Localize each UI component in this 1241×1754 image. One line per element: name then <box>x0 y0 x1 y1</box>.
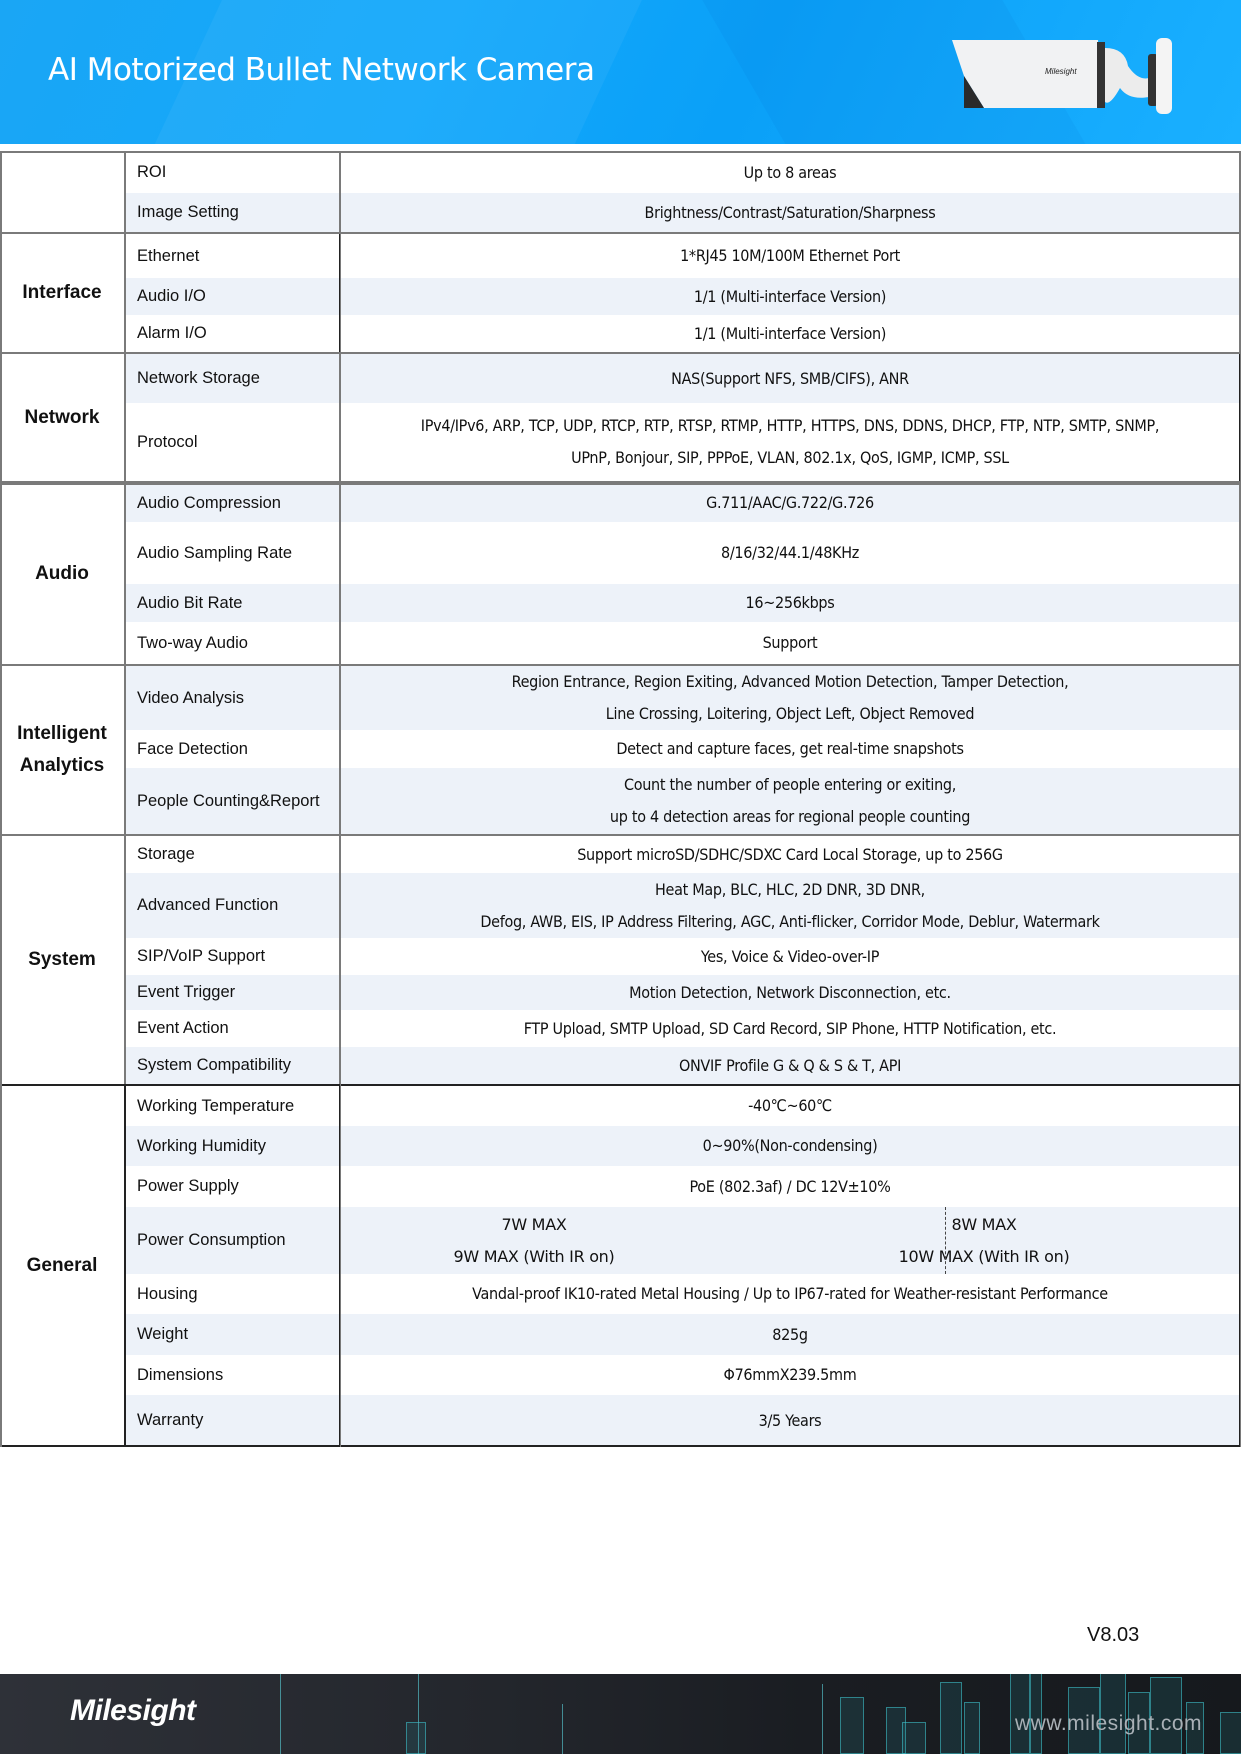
footer-decoration <box>964 1702 980 1754</box>
category-label: Interface <box>22 282 102 303</box>
milesight-logo: Milesight <box>70 1694 196 1727</box>
spec-row <box>124 836 1240 873</box>
spec-value-variant <box>728 1207 1240 1274</box>
spec-row <box>124 1047 1240 1084</box>
page-title: AI Motorized Bullet Network Camera <box>48 52 595 88</box>
spec-value <box>340 584 1240 622</box>
spec-value-line: 8W MAX <box>951 1214 1017 1234</box>
footer-decoration <box>406 1722 426 1754</box>
spec-label: Event Trigger <box>137 983 236 1001</box>
spec-value <box>340 152 1240 193</box>
spec-row <box>124 315 1240 352</box>
spec-value-line: Heat Map, BLC, HLC, 2D DNR, 3D DNR, <box>655 879 925 899</box>
table-column-divider <box>339 234 340 352</box>
footer-decoration <box>280 1674 281 1754</box>
spec-row <box>124 1126 1240 1166</box>
footer-decoration <box>562 1704 563 1754</box>
spec-label: Network Storage <box>137 369 260 387</box>
spec-label: Audio Sampling Rate <box>137 543 293 562</box>
spec-row <box>124 1274 1240 1314</box>
footer-decoration <box>940 1682 962 1754</box>
spec-row <box>124 666 1240 730</box>
footer-decoration <box>822 1684 823 1754</box>
spec-value <box>340 1086 1240 1126</box>
spec-value-variant <box>340 1207 728 1274</box>
table-column-divider <box>124 1084 126 1447</box>
spec-label: Video Analysis <box>137 688 245 707</box>
table-column-divider <box>1239 1084 1240 1447</box>
footer-decoration <box>1220 1712 1241 1754</box>
spec-value <box>340 234 1240 278</box>
spec-row <box>124 1314 1240 1355</box>
spec-row <box>124 193 1240 232</box>
spec-value-line: FTP Upload, SMTP Upload, SD Card Record, SIP Phone, HTTP Notification, etc. <box>523 1018 1057 1038</box>
table-divider <box>0 834 1241 836</box>
category-label: Audio <box>35 563 89 584</box>
spec-value <box>340 1166 1240 1207</box>
spec-label: Housing <box>137 1284 198 1303</box>
footer-decoration <box>902 1722 926 1754</box>
spec-value-line: PoE (802.3af) / DC 12V±10% <box>689 1176 891 1196</box>
spec-row <box>124 354 1240 403</box>
header-divider <box>0 144 1241 146</box>
spec-value-line: Up to 8 areas <box>743 162 837 182</box>
category-interface <box>0 234 124 352</box>
spec-value <box>340 1126 1240 1166</box>
spec-value-line: Vandal-proof IK10-rated Metal Housing / Up to IP67-rated for Weather-resistant Performance <box>472 1284 1108 1303</box>
spec-value-line: Line Crossing, Loitering, Object Left, Object Removed <box>605 704 975 723</box>
category-label: System <box>28 949 96 970</box>
spec-label: Ethernet <box>137 246 200 265</box>
spec-value-line: 1*RJ45 10M/100M Ethernet Port <box>680 246 900 265</box>
spec-value-line: Φ76mmX239.5mm <box>723 1365 857 1384</box>
spec-value-line: Support <box>762 633 818 652</box>
spec-label: Audio I/O <box>137 287 206 305</box>
category-system <box>0 836 124 1084</box>
spec-value <box>340 1355 1240 1395</box>
spec-label: SIP/VoIP Support <box>137 947 266 965</box>
spec-row <box>124 484 1240 522</box>
spec-value <box>340 484 1240 522</box>
spec-value-line: 7W MAX <box>501 1214 567 1234</box>
table-column-divider <box>124 151 126 1084</box>
spec-value-line: Detect and capture faces, get real-time snapshots <box>616 739 964 758</box>
spec-value-line: Defog, AWB, EIS, IP Address Filtering, AGC, Anti-flicker, Corridor Mode, Deblur, Watermark <box>480 911 1100 931</box>
variant-divider <box>945 1207 946 1274</box>
spec-row <box>124 1207 1240 1274</box>
spec-label: Storage <box>137 845 195 863</box>
spec-value-line: Yes, Voice & Video-over-IP <box>700 946 880 966</box>
spec-label: Advanced Function <box>137 896 279 914</box>
category-label: General <box>26 1255 98 1276</box>
spec-label: Power Supply <box>137 1177 239 1195</box>
spec-value <box>340 1395 1240 1446</box>
spec-label: Warranty <box>137 1411 204 1429</box>
spec-label: Protocol <box>137 432 198 451</box>
spec-row <box>124 730 1240 768</box>
category-label: Network <box>24 406 100 428</box>
spec-value-line: IPv4/IPv6, ARP, TCP, UDP, RTCP, RTP, RTSP, RTMP, HTTP, HTTPS, DNS, DDNS, DHCP, FTP, NTP, SMTP, SNMP, <box>420 416 1160 435</box>
spec-label: Event Action <box>137 1019 229 1037</box>
spec-value-line: 0~90%(Non-condensing) <box>702 1136 878 1155</box>
category-audio <box>0 484 124 664</box>
spec-value <box>340 938 1240 975</box>
page-footer <box>0 1674 1241 1754</box>
spec-row <box>124 278 1240 315</box>
category-general <box>0 1086 124 1446</box>
website-link[interactable]: www.milesight.com <box>1015 1712 1203 1735</box>
spec-value <box>340 522 1240 584</box>
version-label: V8.03 <box>1087 1624 1140 1646</box>
spec-value-line: 1/1 (Multi-interface Version) <box>693 286 887 306</box>
footer-decoration <box>840 1697 864 1754</box>
spec-row <box>124 768 1240 834</box>
camera-product-image <box>950 36 1190 116</box>
spec-value <box>340 315 1240 352</box>
spec-label: System Compatibility <box>137 1056 292 1074</box>
spec-value-line: UPnP, Bonjour, SIP, PPPoE, VLAN, 802.1x, QoS, IGMP, ICMP, SSL <box>571 448 1009 467</box>
spec-value <box>340 1314 1240 1355</box>
spec-value-line: up to 4 detection areas for regional people counting <box>609 807 971 826</box>
spec-row <box>124 1395 1240 1446</box>
table-column-divider <box>339 1084 340 1447</box>
spec-value <box>340 873 1240 938</box>
spec-row <box>124 873 1240 938</box>
spec-label: Image Setting <box>137 203 239 221</box>
table-divider <box>0 1445 1241 1447</box>
spec-value <box>340 354 1240 403</box>
spec-row <box>124 403 1240 481</box>
spec-value <box>340 193 1240 232</box>
spec-value-line: -40℃~60℃ <box>748 1096 832 1115</box>
table-divider <box>0 232 1241 234</box>
spec-value <box>340 730 1240 768</box>
spec-label: People Counting&Report <box>137 791 320 810</box>
category-label: Intelligent Analytics <box>17 723 107 776</box>
spec-value-line: Support microSD/SDHC/SDXC Card Local Storage, up to 256G <box>577 844 1003 864</box>
spec-row <box>124 938 1240 975</box>
table-divider <box>0 151 1241 153</box>
spec-label: Weight <box>137 1325 189 1343</box>
spec-label: Working Humidity <box>137 1136 266 1155</box>
table-column-divider <box>1239 354 1240 481</box>
spec-value-line: 16~256kbps <box>745 593 835 612</box>
spec-value-line: 3/5 Years <box>758 1410 822 1430</box>
spec-value <box>340 1047 1240 1084</box>
spec-value-line: 8/16/32/44.1/48KHz <box>721 543 859 562</box>
category-image <box>0 152 124 232</box>
spec-value-line: 1/1 (Multi-interface Version) <box>693 323 887 343</box>
spec-label: Audio Bit Rate <box>137 593 243 612</box>
spec-value <box>340 666 1240 730</box>
spec-label: Power Consumption <box>137 1231 286 1249</box>
spec-value <box>340 836 1240 873</box>
spec-value <box>340 768 1240 834</box>
spec-value-line: Count the number of people entering or exiting, <box>623 775 957 794</box>
spec-row <box>124 1166 1240 1207</box>
spec-value-line: 825g <box>772 1324 808 1344</box>
spec-value <box>340 622 1240 664</box>
page-header <box>0 0 1241 146</box>
spec-row <box>124 1010 1240 1047</box>
camera-brand-label: Milesight <box>1045 67 1077 76</box>
spec-row <box>124 1355 1240 1395</box>
spec-label: ROI <box>137 163 167 181</box>
table-column-divider <box>0 151 2 1447</box>
spec-value-line: NAS(Support NFS, SMB/CIFS), ANR <box>671 368 909 388</box>
spec-label: Alarm I/O <box>137 324 207 342</box>
spec-value-line: Brightness/Contrast/Saturation/Sharpness <box>644 202 936 222</box>
spec-value-line: G.711/AAC/G.722/G.726 <box>706 493 874 512</box>
spec-label: Face Detection <box>137 739 248 758</box>
spec-row <box>124 152 1240 193</box>
spec-value <box>340 1274 1240 1314</box>
spec-row <box>124 584 1240 622</box>
spec-label: Audio Compression <box>137 493 281 512</box>
spec-value <box>340 278 1240 315</box>
spec-value-line: 9W MAX (With IR on) <box>453 1246 615 1266</box>
spec-row <box>124 622 1240 664</box>
spec-row <box>124 975 1240 1010</box>
spec-value <box>340 975 1240 1010</box>
spec-value <box>340 403 1240 481</box>
table-divider <box>0 352 1241 354</box>
spec-label: Working Temperature <box>137 1096 295 1115</box>
spec-value-line: Region Entrance, Region Exiting, Advanced Motion Detection, Tamper Detection, <box>511 672 1069 691</box>
spec-row <box>124 234 1240 278</box>
spec-row <box>124 1086 1240 1126</box>
table-divider <box>0 483 1241 485</box>
spec-value <box>340 1010 1240 1047</box>
spec-value-line: 10W MAX (With IR on) <box>898 1246 1070 1266</box>
table-divider <box>0 664 1241 666</box>
spec-value-line: ONVIF Profile G & Q & S & T, API <box>678 1055 902 1075</box>
spec-label: Two-way Audio <box>137 633 248 652</box>
spec-value-line: Motion Detection, Network Disconnection, etc. <box>629 982 951 1002</box>
spec-label: Dimensions <box>137 1365 224 1384</box>
table-divider <box>0 1084 1241 1086</box>
category-intelligent-analytics <box>0 666 124 834</box>
category-network <box>0 354 124 481</box>
spec-row <box>124 522 1240 584</box>
